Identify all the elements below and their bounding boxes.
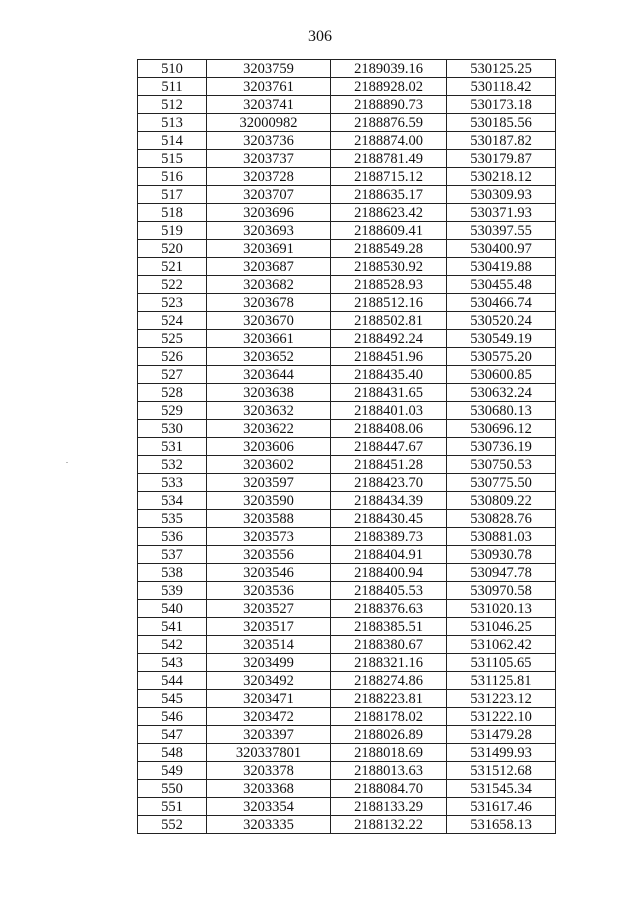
x-coordinate-cell: 2188549.28	[331, 240, 447, 258]
table-row	[138, 348, 556, 366]
row-index-cell: 510	[138, 60, 207, 78]
y-coordinate-cell: 530970.58	[447, 582, 556, 600]
row-index-cell: 525	[138, 330, 207, 348]
table-row	[138, 528, 556, 546]
x-coordinate-cell: 2188890.73	[331, 96, 447, 114]
y-coordinate-cell: 530455.48	[447, 276, 556, 294]
point-id-cell: 3203397	[207, 726, 331, 744]
table-row	[138, 366, 556, 384]
table-row	[138, 438, 556, 456]
x-coordinate-cell: 2188404.91	[331, 546, 447, 564]
row-index-cell: 519	[138, 222, 207, 240]
table-row	[138, 402, 556, 420]
y-coordinate-cell: 531223.12	[447, 690, 556, 708]
row-index-cell: 531	[138, 438, 207, 456]
table-row	[138, 420, 556, 438]
table-row	[138, 78, 556, 96]
point-id-cell: 3203368	[207, 780, 331, 798]
row-index-cell: 518	[138, 204, 207, 222]
row-index-cell: 522	[138, 276, 207, 294]
table-row	[138, 618, 556, 636]
point-id-cell: 3203499	[207, 654, 331, 672]
point-id-cell: 3203728	[207, 168, 331, 186]
row-index-cell: 549	[138, 762, 207, 780]
row-index-cell: 524	[138, 312, 207, 330]
x-coordinate-cell: 2189039.16	[331, 60, 447, 78]
x-coordinate-cell: 2188133.29	[331, 798, 447, 816]
scan-speck	[66, 462, 68, 463]
row-index-cell: 537	[138, 546, 207, 564]
x-coordinate-cell: 2188874.00	[331, 132, 447, 150]
table-row	[138, 294, 556, 312]
point-id-cell: 3203687	[207, 258, 331, 276]
y-coordinate-cell: 531545.34	[447, 780, 556, 798]
y-coordinate-cell: 531222.10	[447, 708, 556, 726]
table-row	[138, 672, 556, 690]
row-index-cell: 541	[138, 618, 207, 636]
table-row	[138, 474, 556, 492]
y-coordinate-cell: 530750.53	[447, 456, 556, 474]
row-index-cell: 547	[138, 726, 207, 744]
table-body	[138, 60, 556, 834]
point-id-cell: 3203492	[207, 672, 331, 690]
x-coordinate-cell: 2188178.02	[331, 708, 447, 726]
x-coordinate-cell: 2188084.70	[331, 780, 447, 798]
table-row	[138, 780, 556, 798]
table-row	[138, 204, 556, 222]
row-index-cell: 548	[138, 744, 207, 762]
y-coordinate-cell: 530397.55	[447, 222, 556, 240]
point-id-cell: 3203761	[207, 78, 331, 96]
point-id-cell: 3203514	[207, 636, 331, 654]
row-index-cell: 516	[138, 168, 207, 186]
y-coordinate-cell: 531046.25	[447, 618, 556, 636]
table-row	[138, 168, 556, 186]
y-coordinate-cell: 530173.18	[447, 96, 556, 114]
y-coordinate-cell: 530696.12	[447, 420, 556, 438]
x-coordinate-cell: 2188385.51	[331, 618, 447, 636]
point-id-cell: 3203472	[207, 708, 331, 726]
x-coordinate-cell: 2188492.24	[331, 330, 447, 348]
x-coordinate-cell: 2188400.94	[331, 564, 447, 582]
table-row	[138, 816, 556, 834]
y-coordinate-cell: 531479.28	[447, 726, 556, 744]
x-coordinate-cell: 2188434.39	[331, 492, 447, 510]
table-row	[138, 312, 556, 330]
y-coordinate-cell: 530125.25	[447, 60, 556, 78]
y-coordinate-cell: 530600.85	[447, 366, 556, 384]
x-coordinate-cell: 2188928.02	[331, 78, 447, 96]
table-row	[138, 330, 556, 348]
row-index-cell: 551	[138, 798, 207, 816]
row-index-cell: 544	[138, 672, 207, 690]
y-coordinate-cell: 530419.88	[447, 258, 556, 276]
x-coordinate-cell: 2188389.73	[331, 528, 447, 546]
y-coordinate-cell: 530179.87	[447, 150, 556, 168]
row-index-cell: 534	[138, 492, 207, 510]
x-coordinate-cell: 2188274.86	[331, 672, 447, 690]
row-index-cell: 542	[138, 636, 207, 654]
point-id-cell: 3203354	[207, 798, 331, 816]
y-coordinate-cell: 531105.65	[447, 654, 556, 672]
row-index-cell: 532	[138, 456, 207, 474]
row-index-cell: 550	[138, 780, 207, 798]
table-row	[138, 510, 556, 528]
table-row	[138, 726, 556, 744]
table-row	[138, 798, 556, 816]
x-coordinate-cell: 2188423.70	[331, 474, 447, 492]
point-id-cell: 3203693	[207, 222, 331, 240]
y-coordinate-cell: 530118.42	[447, 78, 556, 96]
y-coordinate-cell: 530575.20	[447, 348, 556, 366]
table-row	[138, 186, 556, 204]
point-id-cell: 3203517	[207, 618, 331, 636]
point-id-cell: 3203638	[207, 384, 331, 402]
y-coordinate-cell: 530775.50	[447, 474, 556, 492]
row-index-cell: 528	[138, 384, 207, 402]
x-coordinate-cell: 2188405.53	[331, 582, 447, 600]
y-coordinate-cell: 530187.82	[447, 132, 556, 150]
x-coordinate-cell: 2188431.65	[331, 384, 447, 402]
row-index-cell: 538	[138, 564, 207, 582]
x-coordinate-cell: 2188876.59	[331, 114, 447, 132]
y-coordinate-cell: 531020.13	[447, 600, 556, 618]
table-row	[138, 150, 556, 168]
table-row	[138, 582, 556, 600]
table-row	[138, 546, 556, 564]
point-id-cell: 3203573	[207, 528, 331, 546]
row-index-cell: 530	[138, 420, 207, 438]
x-coordinate-cell: 2188223.81	[331, 690, 447, 708]
point-id-cell: 3203682	[207, 276, 331, 294]
x-coordinate-cell: 2188528.93	[331, 276, 447, 294]
row-index-cell: 535	[138, 510, 207, 528]
row-index-cell: 543	[138, 654, 207, 672]
y-coordinate-cell: 530809.22	[447, 492, 556, 510]
x-coordinate-cell: 2188401.03	[331, 402, 447, 420]
row-index-cell: 521	[138, 258, 207, 276]
x-coordinate-cell: 2188447.67	[331, 438, 447, 456]
point-id-cell: 3203602	[207, 456, 331, 474]
row-index-cell: 539	[138, 582, 207, 600]
y-coordinate-cell: 530680.13	[447, 402, 556, 420]
table-row	[138, 744, 556, 762]
row-index-cell: 533	[138, 474, 207, 492]
point-id-cell: 3203622	[207, 420, 331, 438]
table-row	[138, 114, 556, 132]
x-coordinate-cell: 2188623.42	[331, 204, 447, 222]
y-coordinate-cell: 530828.76	[447, 510, 556, 528]
point-id-cell: 3203707	[207, 186, 331, 204]
x-coordinate-cell: 2188609.41	[331, 222, 447, 240]
y-coordinate-cell: 530466.74	[447, 294, 556, 312]
row-index-cell: 527	[138, 366, 207, 384]
table-row	[138, 690, 556, 708]
y-coordinate-cell: 530881.03	[447, 528, 556, 546]
table-row	[138, 600, 556, 618]
page-number: 306	[308, 28, 332, 45]
row-index-cell: 517	[138, 186, 207, 204]
row-index-cell: 546	[138, 708, 207, 726]
table-row	[138, 492, 556, 510]
row-index-cell: 526	[138, 348, 207, 366]
point-id-cell: 3203652	[207, 348, 331, 366]
row-index-cell: 514	[138, 132, 207, 150]
y-coordinate-cell: 530218.12	[447, 168, 556, 186]
point-id-cell: 3203527	[207, 600, 331, 618]
y-coordinate-cell: 530185.56	[447, 114, 556, 132]
point-id-cell: 3203546	[207, 564, 331, 582]
table-row	[138, 276, 556, 294]
row-index-cell: 511	[138, 78, 207, 96]
row-index-cell: 520	[138, 240, 207, 258]
x-coordinate-cell: 2188018.69	[331, 744, 447, 762]
table-row	[138, 60, 556, 78]
table-row	[138, 654, 556, 672]
x-coordinate-cell: 2188715.12	[331, 168, 447, 186]
table-row	[138, 222, 556, 240]
y-coordinate-cell: 530371.93	[447, 204, 556, 222]
point-id-cell: 3203737	[207, 150, 331, 168]
row-index-cell: 545	[138, 690, 207, 708]
point-id-cell: 3203536	[207, 582, 331, 600]
y-coordinate-cell: 530309.93	[447, 186, 556, 204]
point-id-cell: 3203741	[207, 96, 331, 114]
table-row	[138, 258, 556, 276]
point-id-cell: 3203632	[207, 402, 331, 420]
point-id-cell: 320337801	[207, 744, 331, 762]
point-id-cell: 3203661	[207, 330, 331, 348]
point-id-cell: 3203597	[207, 474, 331, 492]
y-coordinate-cell: 530736.19	[447, 438, 556, 456]
point-id-cell: 3203678	[207, 294, 331, 312]
table-row	[138, 762, 556, 780]
point-id-cell: 3203588	[207, 510, 331, 528]
table-row	[138, 384, 556, 402]
y-coordinate-cell: 531499.93	[447, 744, 556, 762]
x-coordinate-cell: 2188635.17	[331, 186, 447, 204]
point-id-cell: 3203335	[207, 816, 331, 834]
row-index-cell: 529	[138, 402, 207, 420]
point-id-cell: 3203644	[207, 366, 331, 384]
point-id-cell: 3203736	[207, 132, 331, 150]
y-coordinate-cell: 531125.81	[447, 672, 556, 690]
point-id-cell: 32000982	[207, 114, 331, 132]
row-index-cell: 540	[138, 600, 207, 618]
y-coordinate-cell: 531617.46	[447, 798, 556, 816]
y-coordinate-cell: 531062.42	[447, 636, 556, 654]
x-coordinate-cell: 2188781.49	[331, 150, 447, 168]
x-coordinate-cell: 2188013.63	[331, 762, 447, 780]
y-coordinate-cell: 530520.24	[447, 312, 556, 330]
point-id-cell: 3203606	[207, 438, 331, 456]
row-index-cell: 552	[138, 816, 207, 834]
row-index-cell: 515	[138, 150, 207, 168]
x-coordinate-cell: 2188530.92	[331, 258, 447, 276]
table-row	[138, 456, 556, 474]
y-coordinate-cell: 531512.68	[447, 762, 556, 780]
coordinates-table	[137, 59, 556, 834]
x-coordinate-cell: 2188408.06	[331, 420, 447, 438]
y-coordinate-cell: 530549.19	[447, 330, 556, 348]
table-row	[138, 240, 556, 258]
x-coordinate-cell: 2188451.28	[331, 456, 447, 474]
table-row	[138, 96, 556, 114]
y-coordinate-cell: 530947.78	[447, 564, 556, 582]
x-coordinate-cell: 2188026.89	[331, 726, 447, 744]
point-id-cell: 3203556	[207, 546, 331, 564]
y-coordinate-cell: 531658.13	[447, 816, 556, 834]
point-id-cell: 3203471	[207, 690, 331, 708]
y-coordinate-cell: 530632.24	[447, 384, 556, 402]
table-row	[138, 708, 556, 726]
x-coordinate-cell: 2188512.16	[331, 294, 447, 312]
x-coordinate-cell: 2188380.67	[331, 636, 447, 654]
x-coordinate-cell: 2188132.22	[331, 816, 447, 834]
point-id-cell: 3203378	[207, 762, 331, 780]
x-coordinate-cell: 2188430.45	[331, 510, 447, 528]
point-id-cell: 3203691	[207, 240, 331, 258]
row-index-cell: 536	[138, 528, 207, 546]
point-id-cell: 3203696	[207, 204, 331, 222]
x-coordinate-cell: 2188376.63	[331, 600, 447, 618]
x-coordinate-cell: 2188435.40	[331, 366, 447, 384]
x-coordinate-cell: 2188502.81	[331, 312, 447, 330]
row-index-cell: 513	[138, 114, 207, 132]
row-index-cell: 523	[138, 294, 207, 312]
x-coordinate-cell: 2188451.96	[331, 348, 447, 366]
point-id-cell: 3203759	[207, 60, 331, 78]
y-coordinate-cell: 530400.97	[447, 240, 556, 258]
x-coordinate-cell: 2188321.16	[331, 654, 447, 672]
y-coordinate-cell: 530930.78	[447, 546, 556, 564]
table-row	[138, 564, 556, 582]
point-id-cell: 3203590	[207, 492, 331, 510]
row-index-cell: 512	[138, 96, 207, 114]
table-row	[138, 636, 556, 654]
table-row	[138, 132, 556, 150]
point-id-cell: 3203670	[207, 312, 331, 330]
